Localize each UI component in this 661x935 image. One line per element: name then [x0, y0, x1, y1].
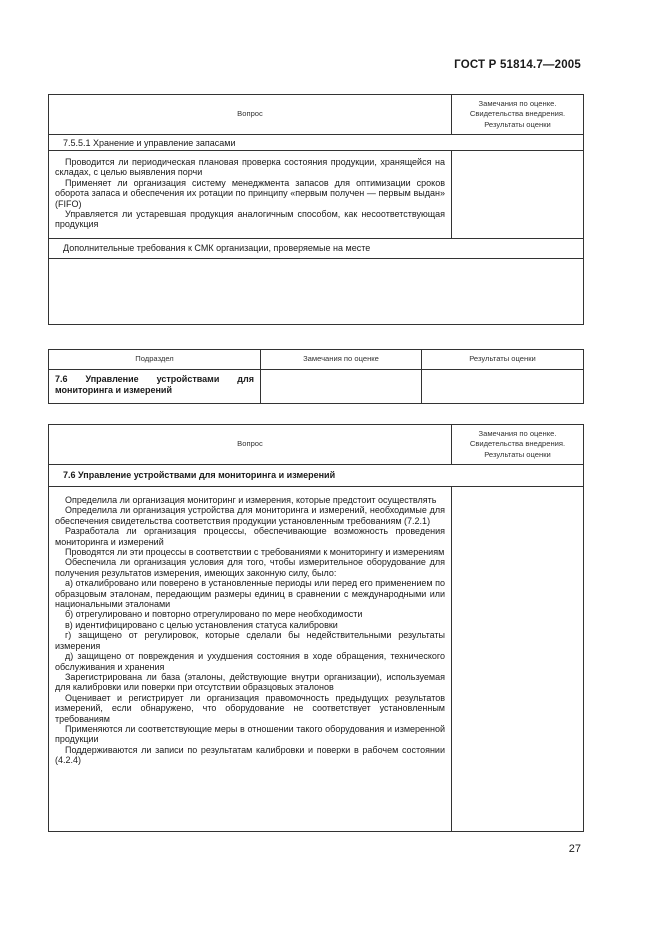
subsection-title [49, 370, 261, 404]
notes-header-line: Результаты оценки [484, 119, 551, 129]
document-id: ГОСТ Р 51814.7—2005 [454, 59, 581, 71]
question-paragraph: Обеспечила ли организация условия для того, чтобы измерительное оборудование для получения результатов измерения, имеющих законную силу, было: [55, 557, 445, 578]
notes-cell [261, 370, 422, 404]
question-cell [49, 151, 452, 239]
results-cell [422, 370, 584, 404]
additional-requirements-title: Дополнительные требования к СМК организации, проверяемые на месте [49, 239, 584, 259]
notes-header-line: Свидетельства внедрения. [469, 109, 566, 119]
subsection-title-line: 7.6 Управление устройствами для [55, 374, 254, 384]
question-paragraph: в) идентифицировано с целью установления статуса калибровки [65, 619, 338, 630]
section-title: 7.6 Управление устройствами для мониторинга и измерений [49, 465, 584, 487]
column-header-question: Вопрос [49, 425, 452, 465]
question-paragraph: Управляется ли устаревшая продукция аналогичным способом, как несоответствующая продукция [55, 209, 445, 230]
subsection-title-line: мониторинга и измерений [55, 384, 172, 395]
column-header-notes [452, 425, 584, 465]
page-number: 27 [568, 843, 581, 855]
column-header-notes: Замечания по оценке [261, 350, 422, 370]
notes-cell [452, 487, 584, 832]
section-title: 7.5.5.1 Хранение и управление запасами [49, 135, 584, 151]
question-paragraph: Проводятся ли эти процессы в соответствии с требованиями к мониторингу и измерениям [65, 547, 445, 558]
notes-header-line: Результаты оценки [484, 449, 551, 459]
question-paragraph: Разработала ли организация процессы, обеспечивающие возможность проведения мониторинга и измерений [55, 526, 445, 547]
question-paragraph: Определила ли организация устройства для мониторинга и измерений, необходимые для обеспечения свидетельства соответствия продукции установленным требованиям (7.2.1) [55, 505, 445, 526]
question-cell [49, 487, 452, 832]
question-paragraph: Применяет ли организация систему менеджмента запасов для оптимизации сроков оборота запаса и обеспечения их ротации по принципу «первым получен — первым выдан» (FIFO) [55, 177, 445, 209]
question-paragraph: Применяются ли соответствующие меры в отношении такого оборудования и измеренной продукции [55, 723, 445, 745]
subsection-table [48, 349, 584, 404]
notes-cell [452, 151, 584, 239]
storage-questions-table [48, 94, 584, 325]
question-paragraph: Оценивает и регистрирует ли организация правомочность предыдущих результатов измерений, если обнаружено, что оборудование не соответствует установленным требованиям [55, 692, 445, 724]
column-header-notes [452, 95, 584, 135]
question-paragraph: Зарегистрирована ли база (эталоны, действующие внутри организации), используемая для калибровки или поверки при отсутствии образцовых эталонов [55, 671, 445, 693]
question-paragraph: а) откалибровано или поверено в установленные периоды или перед его применением по образцовым эталонам, передающим размеры единиц в сравнении с международными или национальными эталонами [55, 578, 445, 610]
column-header-question: Вопрос [49, 95, 452, 135]
notes-header-line: Свидетельства внедрения. [469, 439, 566, 449]
column-header-results: Результаты оценки [422, 350, 584, 370]
monitoring-questions-table [48, 424, 584, 832]
question-paragraph: Проводится ли периодическая плановая проверка состояния продукции, хранящейся на складах, с целью выявления порчи [55, 157, 445, 178]
additional-requirements-cell [49, 259, 584, 325]
notes-header-line: Замечания по оценке. [478, 428, 557, 438]
column-header-subsection: Подраздел [49, 350, 261, 370]
question-paragraph: Определила ли организация мониторинг и измерения, которые предстоит осуществлять [65, 495, 437, 505]
question-paragraph: г) защищено от регулировок, которые сделали бы недействительными результаты измерения [55, 630, 445, 651]
question-paragraph: д) защищено от повреждения и ухудшения состояния в ходе обращения, технического обслуживания и хранения [55, 651, 445, 672]
notes-header-line: Замечания по оценке. [478, 98, 557, 108]
question-paragraph: б) отрегулировано и повторно отрегулировано по мере необходимости [65, 609, 363, 620]
question-paragraph: Поддерживаются ли записи по результатам калибровки и поверки в рабочем состоянии (4.2.4) [55, 744, 445, 766]
